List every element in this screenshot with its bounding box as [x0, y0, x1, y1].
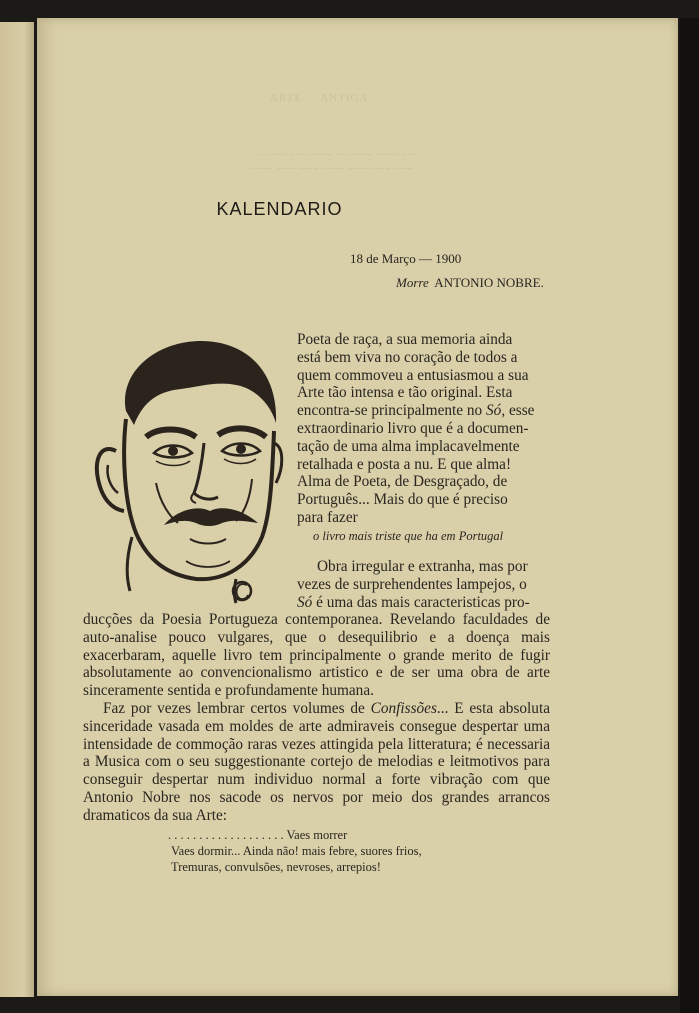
portrait-illustration	[86, 333, 286, 608]
text-line: tação de uma alma implacavelmente	[297, 437, 520, 455]
text-line: quem commoveu a entusiasmou a sua	[297, 366, 529, 384]
text-line: para fazer	[297, 508, 358, 526]
paragraph-second-rest: ducções da Poesia Portugueza contemporanea. Revelando faculdades de auto-analise pouco vulgares, que o desequilibrio e a doença mais exacerbaram, aquelle livro tem principalmente o grande merito de fugir absolutamente ao convencionalismo artistico e de ser uma obra de arte sinceramente sentida e profundamente humana.	[83, 611, 550, 700]
date-line: 18 de Março — 1900	[350, 251, 462, 266]
scan-edge	[680, 18, 699, 1013]
text-fragment: é uma das mais caracteristicas pro-	[312, 593, 530, 611]
death-notice	[396, 275, 544, 291]
text-fragment: esse	[505, 402, 535, 420]
text-line: Alma de Poeta, de Desgraçado, de	[297, 473, 508, 491]
paragraph-second-start	[297, 558, 549, 611]
text-line: Português... Mais do que é preciso	[297, 491, 508, 509]
text-fragment: encontra-se principalmente no	[297, 402, 487, 420]
text-fragment: Faz por vezes lembrar certos volumes de	[103, 699, 371, 717]
verse-line: . . . . . . . . . . . . . . . . . . . Vaes morrer	[168, 828, 348, 842]
text-line: Arte tão intensa e tão original. Esta	[297, 384, 513, 402]
text-line: Obra irregular e extranha, mas por	[317, 558, 528, 575]
book-title-so: Só,	[486, 402, 506, 420]
text-line: Poeta de raça, a sua memoria ainda	[297, 331, 513, 348]
text-line: vezes de surprehendentes lampejos, o	[297, 575, 527, 593]
book-title-so: Só	[297, 593, 313, 611]
verse-line: Tremuras, convulsões, nevroses, arrepios!	[171, 860, 381, 874]
page-title: KALENDARIO	[216, 199, 343, 219]
bleed-through-text: -- --- ---- ---- --- ---- ----- ---	[260, 148, 417, 160]
paragraph-intro	[297, 331, 549, 527]
verse-quotation	[168, 827, 422, 875]
paragraph-third	[83, 700, 550, 825]
text-fragment: ... E esta absoluta sinceridade vasada em moldes de arte admiraveis consegue despertar uma intensidade de commoção raras vezes attingida pela litteratura; é necessaria a Musica com o seu suggestionante cortejo de melodias e leitmotivos para conseguir despertar num individuo normal a forte vibração com que Antonio Nobre nos sacode os nervos por meio dos grandes arrancos dramaticos da sua Arte:	[83, 699, 550, 824]
verse-line: Vaes dormir... Ainda não! mais febre, suores frios,	[171, 844, 422, 858]
book-title-confissoes: Confissões	[370, 699, 437, 717]
facing-page-edge	[0, 22, 34, 997]
body-text	[83, 611, 550, 825]
text-line	[297, 594, 549, 612]
text-line: retalhada e posta a nu. E que alma!	[297, 455, 512, 473]
death-name: ANTONIO NOBRE.	[434, 275, 544, 290]
quotation: o livro mais triste que ha em Portugal	[313, 529, 504, 543]
bleed-through-text: ----- ---- ---- ----- ---- ---- ----	[250, 162, 413, 174]
bleed-through-text: ARTE ANTIGA	[270, 92, 369, 104]
text-line: está bem viva no coração de todos a	[297, 348, 518, 366]
death-prefix: Morre	[396, 275, 429, 290]
text-line	[297, 402, 549, 420]
text-line: extraordinario livro que é a documen-	[297, 419, 529, 437]
